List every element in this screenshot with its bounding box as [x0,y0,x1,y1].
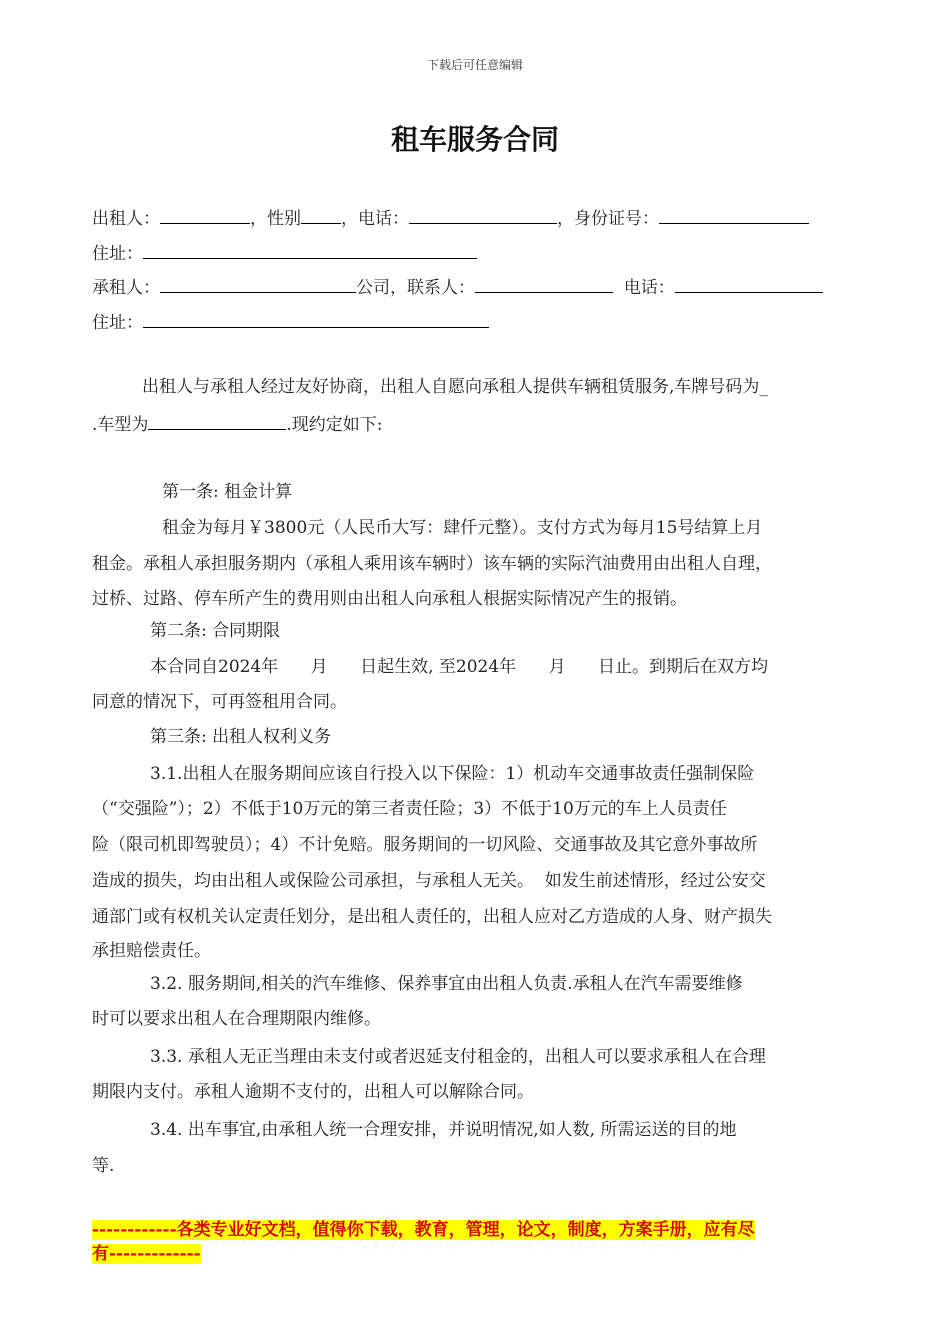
company-contact-label: 公司，联系人： [356,278,475,298]
lessee-name-blank[interactable] [160,274,356,293]
lessor-label: 出租人： [92,209,160,229]
address-label: 住址： [92,244,143,264]
gender-blank[interactable] [301,205,341,224]
lessee-address-blank[interactable] [143,309,489,328]
lessee-address-label: 住址： [92,313,143,333]
article1-heading: 第一条: 租金计算 [162,482,293,502]
lessee-address-line [92,309,489,334]
clause-3-4-line: 3.4. 出车事宜,由承租人统一合理安排，并说明情况,如人数, 所需运送的目的地 [150,1120,737,1140]
gender-label: ，性别 [250,209,301,229]
clause-3-1-line: 险（限司机即驾驶员）；4）不计免赔。服务期间的一切风险、交通事故及其它意外事故所 [92,835,758,855]
id-label: ，身份证号： [557,209,659,229]
clause-3-2-line: 时可以要求出租人在合理期限内维修。 [92,1009,381,1029]
article2-line: 同意的情况下，可再签租用合同。 [92,692,347,712]
article3-heading: 第三条: 出租人权利义务 [150,727,332,747]
clause-3-2-line: 3.2. 服务期间,相关的汽车维修、保养事宜由出租人负责.承租人在汽车需要维修 [150,974,743,994]
clause-3-1-line: 承担赔偿责任。 [92,941,211,961]
clause-3-3-line: 期限内支付。承租人逾期不支付的，出租人可以解除合同。 [92,1082,534,1102]
clause-3-3-line: 3.3. 承租人无正当理由未支付或者迟延支付租金的，出租人可以要求承租人在合理 [150,1047,766,1067]
article1-line: 租金。承租人承担服务期内（承租人乘用该车辆时）该车辆的实际汽油费用由出租人自理， [92,554,772,574]
contact-blank[interactable] [475,274,613,293]
clause-3-1-line: 通部门或有权机关认定责任划分，是出租人责任的，出租人应对乙方造成的人身、财产损失 [92,907,772,927]
lessor-line [92,205,809,230]
clause-3-1-line: 3.1.出租人在服务期间应该自行投入以下保险：1）机动车交通事故责任强制保险 [150,764,755,784]
phone-label: ，电话： [341,209,409,229]
lessor-address-line [92,240,477,265]
intro-model-label: .车型为 [92,415,149,435]
intro-line-2 [92,411,383,436]
lessee-phone-blank[interactable] [675,274,823,293]
document-title: 租车服务合同 [390,123,559,156]
promo-banner [92,1218,755,1266]
id-number-blank[interactable] [659,205,809,224]
intro-agreement: .现约定如下: [286,415,383,435]
lessor-name-blank[interactable] [160,205,250,224]
lessee-line [92,274,823,299]
lessor-address-blank[interactable] [143,240,477,259]
lessee-label: 承租人： [92,278,160,298]
clause-3-1-line: （“交强险”）；2）不低于10万元的第三者责任险；3）不低于10万元的车上人员责任 [92,799,727,819]
intro-line-1: 出租人与承租人经过友好协商，出租人自愿向承租人提供车辆租赁服务,车牌号码为_ [142,377,768,397]
article2-heading: 第二条: 合同期限 [150,621,281,641]
lessor-phone-blank[interactable] [409,205,557,224]
car-model-blank[interactable] [148,411,286,430]
promo-line: ------------各类专业好文档，值得你下载，教育，管理，论文，制度，方案手册，应有尽 [92,1220,755,1240]
article1-line: 过桥、过路、停车所产生的费用则由出租人向承租人根据实际情况产生的报销。 [92,589,687,609]
article1-line: 租金为每月￥3800元（人民币大写：肆仟元整）。支付方式为每月15号结算上月 [162,518,763,538]
clause-3-1-line: 造成的损失，均由出租人或保险公司承担，与承租人无关。 如发生前述情形，经过公安交 [92,871,766,891]
promo-line: 有------------- [92,1244,201,1264]
article2-line: 本合同自2024年 月 日起生效, 至2024年 月 日止。到期后在双方均 [150,657,769,677]
lessee-phone-label: 电话： [623,278,675,298]
clause-3-4-line: 等. [92,1156,115,1176]
page-header: 下载后可任意编辑 [426,58,523,72]
